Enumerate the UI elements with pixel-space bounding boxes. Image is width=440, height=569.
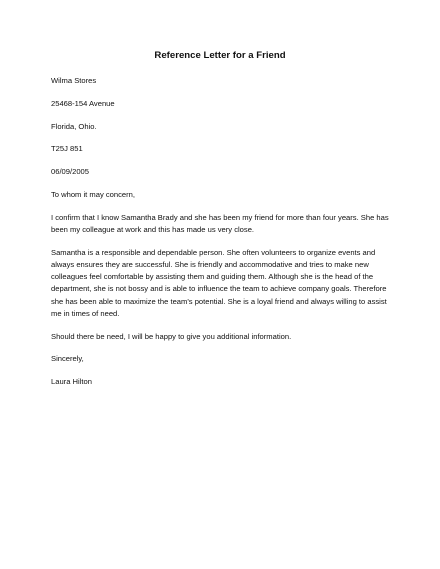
paragraph-character: Samantha is a responsible and dependable person. She often volunteers to organize events and always ensures they are successful. She is friendly and accommodative and tries to make new colleagues feel comfortable by assisting them and guiding them. Although she is the head of the department, she is not bossy and is able to influence the team to achieve company goals. Therefore she has been able to maximize the team's potential. She is a loyal friend and always willing to assist me in times of need. [51, 247, 387, 318]
sender-street: 25468-154 Avenue [51, 98, 115, 108]
signature-name: Laura Hilton [51, 377, 92, 387]
closing: Sincerely, [51, 354, 84, 364]
paragraph-closing-offer: Should there be need, I will be happy to give you additional information. [51, 331, 292, 341]
sender-name: Wilma Stores [51, 76, 97, 85]
salutation: To whom it may concern, [51, 189, 135, 199]
paragraph-intro: I confirm that I know Samantha Brady and she has been my friend for more than four years. She has been my colleague at work and this has made us very close. [51, 212, 389, 234]
letter-title: Reference Letter for a Friend [154, 50, 286, 61]
letter-content [51, 75, 391, 399]
sender-postal-code: T25J 851 [51, 144, 83, 154]
sender-city: Florida, Ohio. [51, 121, 97, 131]
letter-date: 06/09/2005 [51, 167, 90, 177]
